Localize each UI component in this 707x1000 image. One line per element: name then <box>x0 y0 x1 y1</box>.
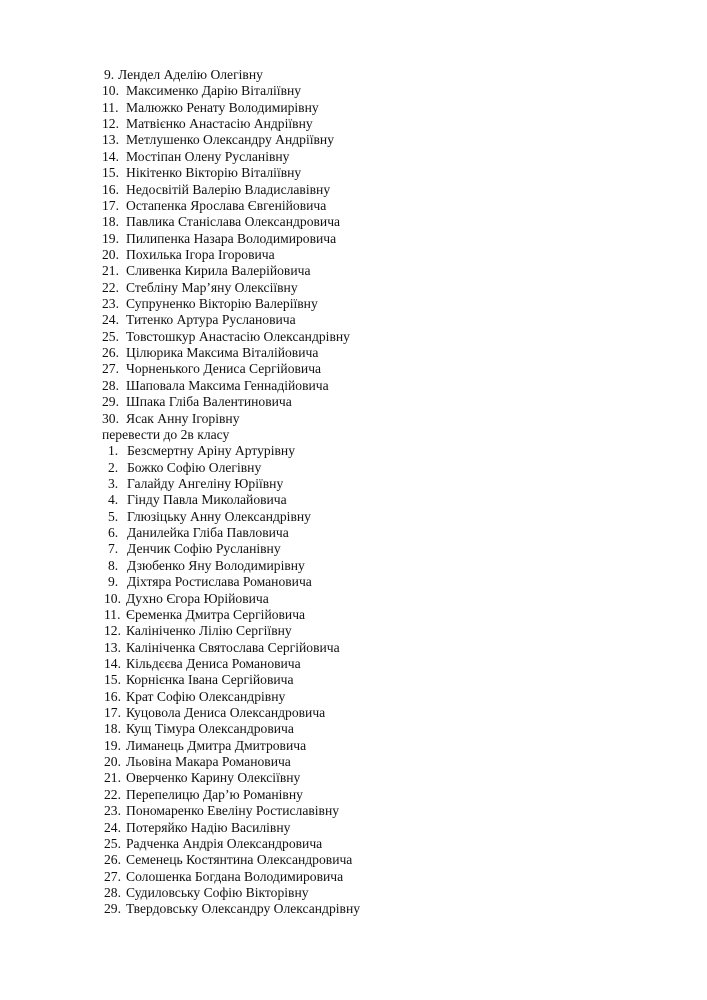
list-item <box>104 704 325 721</box>
item-number: 27. <box>104 868 121 884</box>
item-number: 10. <box>104 590 121 606</box>
item-number: 15. <box>102 165 119 181</box>
student-name: Товстошкур Анастасію Олександрівну <box>126 328 350 344</box>
student-name: Малюжко Ренату Володимирівну <box>126 99 319 115</box>
list-item <box>102 344 318 361</box>
item-number: 23. <box>104 803 121 819</box>
list-item <box>104 606 305 623</box>
item-number: 22. <box>104 786 121 802</box>
item-number: 17. <box>102 197 119 213</box>
item-number: 8. <box>108 557 119 573</box>
student-name: Судиловську Софію Вікторівну <box>126 885 309 900</box>
item-number: 25. <box>104 835 121 851</box>
list-item <box>104 900 360 917</box>
student-name: Метлушенко Олександру Андріївну <box>126 132 334 148</box>
item-number: 11. <box>102 99 119 115</box>
list-item <box>102 360 321 377</box>
student-name: Супруненко Вікторію Валеріївну <box>126 296 318 312</box>
student-name: Галайду Ангеліну Юріївну <box>127 476 284 491</box>
list-item <box>102 311 296 328</box>
student-name: Оверченко Карину Олексіївну <box>126 770 301 786</box>
list-item <box>102 262 310 279</box>
student-name: Недосвітій Валерію Владиславівну <box>126 181 331 197</box>
student-name: Дзюбенко Яну Володимирівну <box>127 557 305 573</box>
item-number: 21. <box>102 263 119 279</box>
student-name: Стебліну Мар’яну Олексіївну <box>126 279 298 295</box>
list-item <box>102 181 330 198</box>
list-item <box>102 230 336 247</box>
item-number: 20. <box>104 754 121 770</box>
item-number: 9. <box>104 67 115 82</box>
list-item <box>108 573 312 590</box>
list-item <box>108 508 311 525</box>
item-number: 25. <box>102 328 119 344</box>
student-name: Остапенка Ярослава Євгенійовича <box>126 197 327 213</box>
student-name: Потеряйко Надію Василівну <box>126 819 291 835</box>
item-number: 4. <box>108 492 119 508</box>
student-name: Цілюрика Максима Віталійовича <box>126 345 319 361</box>
item-number: 16. <box>102 181 119 197</box>
student-name: Нікітенко Вікторію Віталіївну <box>126 165 302 181</box>
list-item <box>108 491 287 508</box>
section-heading: перевести до 2в класу <box>102 426 230 442</box>
student-name: Перепелицю Дар’ю Романівну <box>126 786 303 802</box>
list-item <box>102 213 340 230</box>
student-name: Похилька Ігора Ігоровича <box>126 246 275 262</box>
student-name: Сливенка Кирила Валерійовича <box>126 263 311 279</box>
list-item <box>104 868 343 885</box>
list-item <box>102 246 275 263</box>
list-item <box>104 639 340 656</box>
item-number: 13. <box>104 639 121 655</box>
item-number: 2. <box>108 459 119 475</box>
item-number: 26. <box>102 345 119 361</box>
student-name: Ясак Анну Ігорівну <box>126 410 240 426</box>
item-number: 23. <box>102 296 119 312</box>
list-item <box>104 769 300 786</box>
student-name: Калініченка Святослава Сергійовича <box>126 639 340 655</box>
item-number: 20. <box>102 246 119 262</box>
item-number: 11. <box>104 606 121 622</box>
item-number: 21. <box>104 770 121 786</box>
student-name: Лендел Аделію Олегівну <box>118 67 263 82</box>
list-item <box>104 753 291 770</box>
list-item <box>102 197 326 214</box>
item-number: 19. <box>104 737 121 753</box>
student-name: Калініченко Лілію Сергіївну <box>126 623 292 639</box>
student-name: Корнієнка Івана Сергійовича <box>126 672 294 688</box>
student-name: Чорненького Дениса Сергійовича <box>126 361 322 377</box>
list-item <box>108 459 261 476</box>
item-number: 28. <box>104 885 121 900</box>
list-item <box>102 393 292 410</box>
item-number: 12. <box>102 116 119 132</box>
student-name: Крат Софію Олександрівну <box>126 688 286 704</box>
student-name: Духно Єгора Юрійовича <box>126 590 269 606</box>
list-item <box>104 819 290 836</box>
list-item <box>104 835 322 852</box>
item-number: 15. <box>104 672 121 688</box>
student-name: Твердовську Олександру Олександрівну <box>126 901 361 917</box>
item-number: 1. <box>108 443 119 459</box>
item-number: 14. <box>104 655 121 671</box>
item-number: 22. <box>102 279 119 295</box>
student-name: Денчик Софію Русланівну <box>127 541 281 557</box>
item-number: 16. <box>104 688 121 704</box>
list-item <box>102 82 301 99</box>
list-item <box>104 737 306 754</box>
list-item <box>102 115 313 132</box>
item-number: 30. <box>102 410 119 426</box>
item-number: 6. <box>108 525 119 541</box>
list-item <box>104 688 285 705</box>
list-item <box>104 655 301 672</box>
student-name: Кущ Тімура Олександровича <box>126 721 294 737</box>
list-item <box>102 164 301 181</box>
student-name: Пономаренко Евеліну Ростиславівну <box>126 803 340 819</box>
list-item <box>108 557 305 574</box>
student-name: Шаповала Максима Геннадійовича <box>126 377 329 393</box>
item-number: 27. <box>102 361 119 377</box>
item-number: 18. <box>102 214 119 230</box>
list-item <box>102 148 289 165</box>
list-item <box>108 540 281 557</box>
list-item <box>102 279 298 296</box>
student-name: Діхтяра Ростислава Романовича <box>127 574 312 590</box>
student-name: Матвієнко Анастасію Андріївну <box>126 116 313 132</box>
student-name: Мостіпан Олену Русланівну <box>126 148 290 164</box>
student-name: Глюзіцьку Анну Олександрівну <box>127 508 311 524</box>
item-number: 9. <box>108 574 119 590</box>
student-name: Божко Софію Олегівну <box>127 459 262 475</box>
item-number: 18. <box>104 721 121 737</box>
item-number: 24. <box>104 819 121 835</box>
list-item <box>102 410 240 427</box>
student-name: Радченка Андрія Олександровича <box>126 835 323 851</box>
item-number: 13. <box>102 132 119 148</box>
item-number: 12. <box>104 623 121 639</box>
student-name: Данилейка Гліба Павловича <box>127 525 289 541</box>
item-number: 29. <box>104 901 121 917</box>
item-number: 5. <box>108 508 119 524</box>
list-item <box>104 622 292 639</box>
list-item <box>108 524 289 541</box>
student-name: Єременка Дмитра Сергійовича <box>126 606 306 622</box>
student-name: Гінду Павла Миколайовича <box>127 492 287 508</box>
item-number: 19. <box>102 230 119 246</box>
student-name: Шпака Гліба Валентиновича <box>126 394 292 410</box>
student-name: Пилипенка Назара Володимировича <box>126 230 337 246</box>
list-item <box>104 590 269 607</box>
student-name: Безсмертну Аріну Артурівну <box>127 443 295 459</box>
student-name: Семенець Костянтина Олександровича <box>126 852 353 868</box>
list-item <box>102 99 319 116</box>
list-item <box>108 475 283 492</box>
list-item <box>104 671 294 688</box>
item-number: 26. <box>104 852 121 868</box>
student-name: Куцовола Дениса Олександровича <box>126 705 326 721</box>
list-item <box>104 66 263 83</box>
item-number: 10. <box>102 83 119 99</box>
item-number: 14. <box>102 148 119 164</box>
student-name: Льовіна Макара Романовича <box>126 754 291 770</box>
item-number: 28. <box>102 377 119 393</box>
list-item <box>108 442 295 459</box>
item-number: 24. <box>102 312 119 328</box>
list-item <box>102 131 334 148</box>
item-number: 7. <box>108 541 119 557</box>
student-name: Кільдєєва Дениса Романовича <box>126 655 301 671</box>
item-number: 17. <box>104 705 121 721</box>
student-name: Максименко Дарію Віталіївну <box>126 83 302 99</box>
student-name: Лиманець Дмитра Дмитровича <box>126 737 307 753</box>
item-number: 29. <box>102 394 119 410</box>
list-item <box>102 328 350 345</box>
list-item <box>104 720 294 737</box>
student-name: Солошенка Богдана Володимировича <box>126 868 344 884</box>
student-name: Павлика Станіслава Олександровича <box>126 214 341 230</box>
list-item <box>104 786 303 803</box>
list-item <box>104 884 309 901</box>
list-item <box>104 802 339 819</box>
list-item <box>102 295 318 312</box>
student-name: Титенко Артура Руслановича <box>126 312 296 328</box>
item-number: 3. <box>108 476 119 491</box>
list-item <box>104 851 352 868</box>
list-item <box>102 377 329 394</box>
